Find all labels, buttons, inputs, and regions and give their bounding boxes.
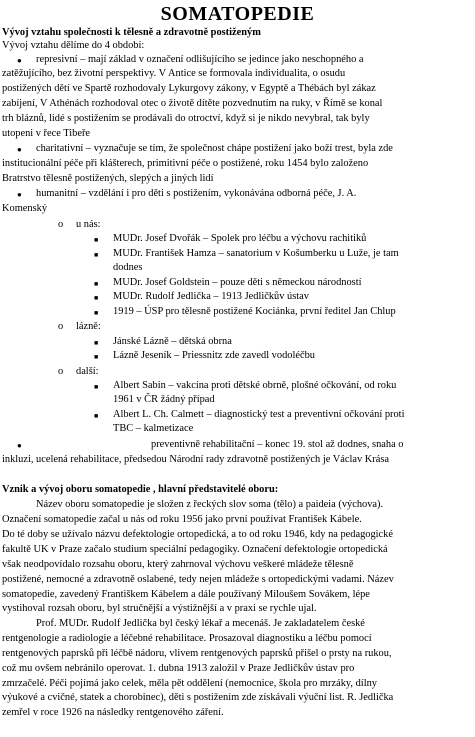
item1-line: zatěžujícího, bez životní perspektivy. V Antice se formovala individualita, o osudu xyxy=(2,68,346,79)
square-bullet-icon: ■ xyxy=(94,383,99,391)
square-bullet-icon: ■ xyxy=(94,309,99,317)
bullet-icon: ● xyxy=(17,145,22,154)
item3-line: humanitní – vzdělání i pro děti s postižením, vykonávána odborná péče, J. A. xyxy=(36,188,357,199)
sub-bullet-icon: o xyxy=(58,366,64,377)
para2-line: zmrzačelé. Péči pojímá jako celek, měla pět oddělení (nemocnice, škola pro mrzáky, dílny xyxy=(2,678,377,689)
u-nas-item: MUDr. František Hamza – sanatorium v Košumberku u Luže, je tam xyxy=(113,248,399,259)
para1-line: fakultě UK v Praze začalo studium speciální pedagogiky. Označení defektologie ortopedická xyxy=(2,544,388,555)
para1-line: somatopedie, zavedený Františkem Kábelem a dále používaný Miloušem Sovákem, lépe xyxy=(2,589,370,600)
para2-line: zemřel v roce 1926 na následky rentgenového záření. xyxy=(2,707,224,718)
u-nas-item: MUDr. Josef Goldstein – pouze děti s německou národností xyxy=(113,277,362,288)
dalsi-item: TBC – kalmetizace xyxy=(113,423,194,434)
para1-line: Do té doby se užívalo názvu defektologie ortopedická, a to od roku 1946, kdy na pedagogické xyxy=(2,529,393,540)
sublist-label-dalsi: další: xyxy=(76,366,99,377)
item2-line: charitativní – vyznačuje se tím, že společnost chápe postižení jako boží trest, byla zde xyxy=(36,143,393,154)
para2-line: rentgenových paprsků při léčbě nádoru, vlivem rentgenových paprsků přišel o prsty na rukou, xyxy=(2,648,392,659)
section2-heading: Vznik a vývoj oboru somatopedie , hlavní představitelé oboru: xyxy=(2,484,279,495)
item1-line: represivní – mají základ v označení odlišujícího se jedince jako neschopného a xyxy=(36,54,364,65)
section1-heading: Vývoj vztahu společnosti k tělesně a zdravotně postiženým xyxy=(2,27,261,38)
item4-line: preventivně rehabilitační – konec 19. stol až dodnes, snaha o xyxy=(151,439,404,450)
bullet-icon: ● xyxy=(17,56,22,65)
sublist-label-lazne: lázně: xyxy=(76,321,101,332)
dalsi-item: Albert L. Ch. Calmett – diagnostický test a preventivní očkování proti xyxy=(113,409,405,420)
para2-line: což mu ovšem nebránilo operovat. 1. dubna 1913 založil v Praze Jedličkův ústav pro xyxy=(2,663,355,674)
item1-line: zabíjení, V Athénách rozhodoval otec o životě dítěte pozvednutím na ruky, v Římě se konal xyxy=(2,98,383,109)
square-bullet-icon: ■ xyxy=(94,412,99,420)
item1-line: postižených dětí ve Spartě rozhodovaly Lykurgovy zákony, v Egyptě a Thébách byl zákaz xyxy=(2,83,376,94)
square-bullet-icon: ■ xyxy=(94,251,99,259)
lazne-item: Jánské Lázně – dětská obrna xyxy=(113,336,232,347)
item2-line: institucionální péče při klášterech, primitivní péče o postižené, roku 1454 bylo založeno xyxy=(2,158,369,169)
item1-line: utopeni v řece Tibeře xyxy=(2,128,91,139)
item3-line: Komenský xyxy=(2,203,48,214)
square-bullet-icon: ■ xyxy=(94,280,99,288)
bullet-icon: ● xyxy=(17,441,22,450)
para1-line: Název oboru somatopedie je složen z řeckých slov soma (tělo) a paideia (výchova). xyxy=(36,499,384,510)
section1-intro: Vývoj vztahu dělíme do 4 období: xyxy=(2,40,145,51)
u-nas-item: MUDr. Josef Dvořák – Spolek pro léčbu a výchovu rachitiků xyxy=(113,233,367,244)
para2-line: rentgenologie a radiologie a léčebné rehabilitace. Prosazoval diagnostiku a léčbu pomocí xyxy=(2,633,372,644)
document-title: SOMATOPEDIE xyxy=(160,3,315,25)
square-bullet-icon: ■ xyxy=(94,353,99,361)
dalsi-item: Albert Sabin – vakcína proti dětské obrně, plošné očkování, od roku xyxy=(113,380,397,391)
para2-line: Prof. MUDr. Rudolf Jedlička byl český lékař a mecenáš. Je zakladatelem české xyxy=(36,618,365,629)
bullet-icon: ● xyxy=(17,190,22,199)
para1-line: vystihoval rozsah oboru, byl stručnější a výstižnější a v praxi se rychle ujal. xyxy=(2,603,317,614)
u-nas-item: dodnes xyxy=(113,262,143,273)
para1-line: postižené, nemocné a zdravotně oslabené, tedy nejen mládeže s ortopedickými vadami. Název xyxy=(2,574,394,585)
sub-bullet-icon: o xyxy=(58,321,64,332)
item4-line: inkluzi, ucelená rehabilitace, předsedou Národní rady zdravotně postižených je Václav Krása xyxy=(2,454,389,465)
u-nas-item: 1919 – ÚSP pro tělesně postižené Kociánka, první ředitel Jan Chlup xyxy=(113,306,396,317)
sub-bullet-icon: o xyxy=(58,219,64,230)
square-bullet-icon: ■ xyxy=(94,294,99,302)
u-nas-item: MUDr. Rudolf Jedlička – 1913 Jedličkův ústav xyxy=(113,291,309,302)
square-bullet-icon: ■ xyxy=(94,236,99,244)
sublist-label-u-nas: u nás: xyxy=(76,219,101,230)
para2-line: výukové a cvičné, statek a chorobinec), děti s postižením zde získávali výuční list. R. Jedlička xyxy=(2,692,394,703)
para1-line: Označení somatopedie začal u nás od roku 1956 jako první používat František Kábele. xyxy=(2,514,362,525)
square-bullet-icon: ■ xyxy=(94,339,99,347)
item2-line: Bratrstvo tělesně postižených, slepých a jiných lidí xyxy=(2,173,214,184)
item1-line: trh bláznů, lidé s postižením se prodávali do otroctví, když si je nikdo nevybral, tak byly xyxy=(2,113,370,124)
dalsi-item: 1961 v ČR žádný případ xyxy=(113,394,215,405)
lazne-item: Lázně Jeseník – Priessnitz zde zavedl vodoléčbu xyxy=(113,350,315,361)
para1-line: však neodpovídalo rozsahu oboru, který zahrnoval výchovu veškeré mládeže tělesně xyxy=(2,559,354,570)
